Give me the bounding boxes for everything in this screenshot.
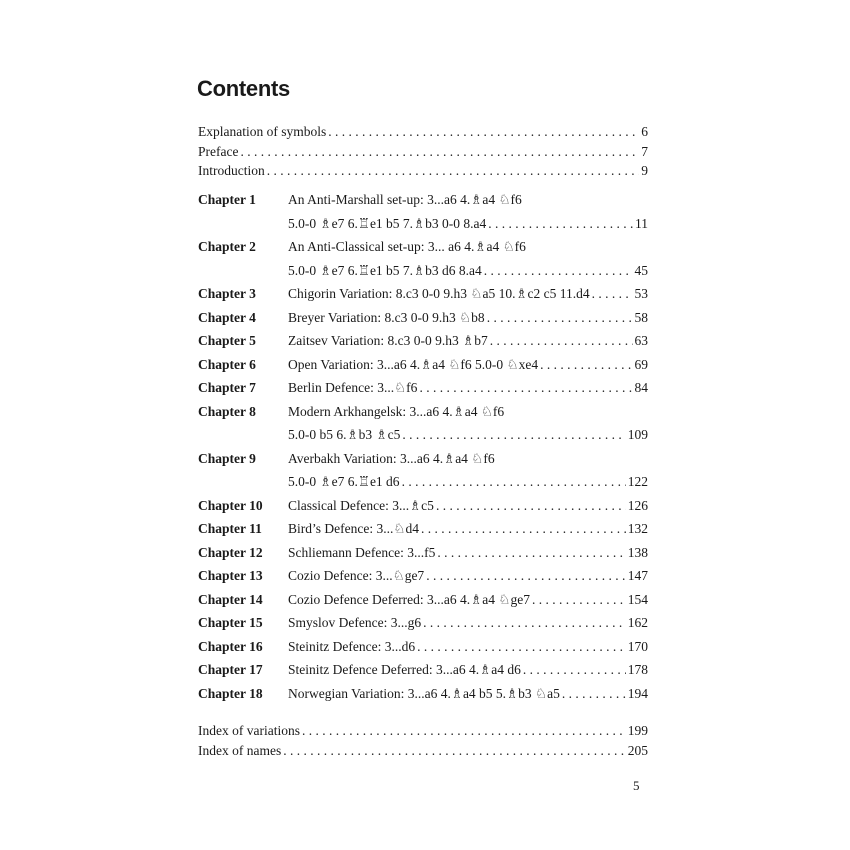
chapter-description	[288, 376, 648, 400]
leader-dots	[328, 122, 639, 142]
chapter-moves: Schliemann Defence: 3...f5	[288, 544, 436, 560]
leader-dots	[437, 541, 625, 565]
leader-dots	[488, 212, 633, 236]
chapter-moves: 5.0-0 b5 6.♗b3 ♗c5	[288, 427, 401, 442]
chapter-description	[288, 447, 648, 494]
chapter-number: Chapter 13	[198, 568, 263, 583]
chapter-page-line	[288, 423, 648, 447]
chapter-entry[interactable]	[198, 447, 648, 494]
chapter-description	[288, 353, 648, 377]
chapter-moves: Chigorin Variation: 8.c3 0-0 9.h3 ♘a5 10.♗c2 c5 11.d4	[288, 286, 590, 301]
chapter-moves: Classical Defence: 3...♗c5	[288, 497, 434, 513]
chapter-entry[interactable]	[198, 235, 648, 282]
chapter-description	[288, 588, 648, 612]
toc-entry-label: Explanation of symbols	[198, 124, 327, 139]
chapter-description	[288, 494, 648, 518]
chapter-page: 45	[634, 262, 648, 278]
chapter-description	[288, 306, 648, 330]
chapter-page: 132	[627, 521, 648, 536]
chapter-page-line	[288, 541, 648, 565]
page-title: Contents	[197, 76, 290, 101]
chapter-page: 11	[635, 215, 648, 231]
chapter-entry[interactable]	[198, 564, 648, 588]
leader-dots	[417, 635, 626, 659]
leader-dots	[302, 721, 626, 741]
chapter-description	[288, 658, 648, 682]
chapter-page-line	[288, 588, 648, 612]
chapter-entry[interactable]	[198, 282, 648, 306]
chapter-page-line	[288, 376, 648, 400]
toc-entry-index-of-names[interactable]	[198, 741, 648, 761]
chapter-moves: 5.0-0 ♗e7 6.♖e1 b5 7.♗b3 d6 8.a4	[288, 262, 482, 278]
chapter-page: 122	[627, 474, 648, 489]
toc-entry-label: Index of names	[198, 742, 282, 758]
chapter-page-line	[288, 517, 648, 541]
chapter-number: Chapter 17	[198, 662, 263, 677]
leader-dots	[540, 353, 632, 377]
chapter-page-line	[288, 682, 648, 706]
leader-dots	[419, 376, 632, 400]
toc-entry-index-of-variations[interactable]	[198, 721, 648, 741]
chapter-list	[198, 188, 648, 705]
chapter-title-line: An Anti-Marshall set-up: 3...a6 4.♗a4 ♘f6	[288, 192, 522, 207]
chapter-page-line	[288, 658, 648, 682]
chapter-page-line	[288, 329, 648, 353]
chapter-description	[288, 235, 648, 282]
page-number: 5	[633, 778, 640, 793]
chapter-description	[288, 188, 648, 235]
chapter-moves: Zaitsev Variation: 8.c3 0-0 9.h3 ♗b7	[288, 333, 488, 348]
toc-entry-page: 199	[627, 723, 648, 738]
chapter-moves: 5.0-0 ♗e7 6.♖e1 d6	[288, 474, 400, 489]
chapter-title-line: Modern Arkhangelsk: 3...a6 4.♗a4 ♘f6	[288, 403, 505, 419]
chapter-page-line	[288, 282, 648, 306]
chapter-moves: Steinitz Defence: 3...d6	[288, 638, 416, 654]
leader-dots	[402, 423, 625, 447]
leader-dots	[283, 741, 626, 761]
chapter-number: Chapter 16	[198, 638, 263, 654]
chapter-page-line	[288, 353, 648, 377]
toc-entry-introduction[interactable]	[198, 161, 648, 181]
chapter-page: 53	[634, 286, 648, 301]
chapter-number: Chapter 7	[198, 380, 256, 395]
chapter-moves: Bird’s Defence: 3...♘d4	[288, 521, 419, 536]
chapter-entry[interactable]	[198, 188, 648, 235]
chapter-page: 162	[627, 615, 648, 630]
chapter-description	[288, 517, 648, 541]
chapter-page: 138	[627, 544, 648, 560]
toc-entry-preface[interactable]	[198, 142, 648, 162]
chapter-number: Chapter 1	[198, 192, 256, 207]
chapter-entry[interactable]	[198, 611, 648, 635]
chapter-title-line: Averbakh Variation: 3...a6 4.♗a4 ♘f6	[288, 450, 495, 466]
chapter-description	[288, 635, 648, 659]
chapter-number: Chapter 2	[198, 239, 256, 254]
chapter-page: 84	[634, 380, 648, 395]
chapter-title-line: An Anti-Classical set-up: 3... a6 4.♗a4 ♘f6	[288, 239, 526, 254]
leader-dots	[490, 329, 633, 353]
chapter-page-line	[288, 259, 648, 283]
chapter-moves: 5.0-0 ♗e7 6.♖e1 b5 7.♗b3 0-0 8.a4	[288, 215, 487, 231]
chapter-moves: Cozio Defence Deferred: 3...a6 4.♗a4 ♘ge7	[288, 591, 530, 607]
chapter-entry[interactable]	[198, 517, 648, 541]
chapter-number: Chapter 10	[198, 497, 263, 513]
leader-dots	[592, 282, 633, 306]
chapter-number: Chapter 14	[198, 591, 263, 607]
chapter-page-line	[288, 470, 648, 494]
toc-entry-label: Preface	[198, 143, 239, 159]
leader-dots	[240, 142, 639, 162]
toc-entry-label: Index of variations	[198, 723, 300, 738]
chapter-entry[interactable]	[198, 376, 648, 400]
chapter-number: Chapter 8	[198, 403, 256, 419]
chapter-page: 69	[634, 356, 648, 372]
chapter-page: 58	[634, 309, 648, 325]
chapter-entry[interactable]	[198, 494, 648, 518]
chapter-page-line	[288, 494, 648, 518]
chapter-entry[interactable]	[198, 400, 648, 447]
chapter-description	[288, 282, 648, 306]
toc-entry-label: Introduction	[198, 163, 265, 178]
leader-dots	[436, 494, 626, 518]
chapter-entry[interactable]	[198, 682, 648, 706]
chapter-moves: Smyslov Defence: 3...g6	[288, 615, 422, 630]
toc-entry-page: 9	[641, 163, 648, 178]
chapter-number: Chapter 15	[198, 615, 263, 630]
chapter-page-line	[288, 635, 648, 659]
chapter-number: Chapter 6	[198, 356, 256, 372]
toc-entry-explanation-of-symbols[interactable]	[198, 122, 648, 142]
chapter-entry[interactable]	[198, 306, 648, 330]
chapter-moves: Berlin Defence: 3...♘f6	[288, 380, 418, 395]
leader-dots	[484, 259, 633, 283]
chapter-page: 109	[627, 427, 648, 442]
chapter-number: Chapter 11	[198, 521, 262, 536]
leader-dots	[402, 470, 626, 494]
leader-dots	[532, 588, 626, 612]
chapter-description	[288, 611, 648, 635]
chapter-entry[interactable]	[198, 541, 648, 565]
toc-entry-page: 6	[641, 124, 648, 139]
chapter-moves: Cozio Defence: 3...♘ge7	[288, 568, 425, 583]
leader-dots	[487, 306, 633, 330]
chapter-number: Chapter 9	[198, 450, 256, 466]
toc-entry-page: 7	[641, 143, 648, 159]
chapter-page-line	[288, 306, 648, 330]
chapter-entry[interactable]	[198, 329, 648, 353]
chapter-entry[interactable]	[198, 658, 648, 682]
toc-entry-page: 205	[627, 742, 648, 758]
chapter-page-line	[288, 212, 648, 236]
back-matter-list	[198, 721, 648, 760]
chapter-page: 194	[627, 685, 648, 701]
chapter-number: Chapter 4	[198, 309, 256, 325]
leader-dots	[426, 564, 626, 588]
chapter-number: Chapter 12	[198, 544, 263, 560]
leader-dots	[423, 611, 626, 635]
chapter-description	[288, 564, 648, 588]
chapter-entry[interactable]	[198, 353, 648, 377]
chapter-description	[288, 682, 648, 706]
chapter-page: 126	[627, 497, 648, 513]
chapter-page: 178	[627, 662, 648, 677]
chapter-page: 147	[627, 568, 648, 583]
chapter-description	[288, 541, 648, 565]
leader-dots	[267, 161, 640, 181]
chapter-moves: Steinitz Defence Deferred: 3...a6 4.♗a4 d6	[288, 662, 521, 677]
chapter-page: 170	[627, 638, 648, 654]
chapter-page: 154	[627, 591, 648, 607]
chapter-moves: Norwegian Variation: 3...a6 4.♗a4 b5 5.♗b3 ♘a5	[288, 685, 560, 701]
chapter-page-line	[288, 611, 648, 635]
chapter-moves: Breyer Variation: 8.c3 0-0 9.h3 ♘b8	[288, 309, 485, 325]
chapter-number: Chapter 3	[198, 286, 256, 301]
chapter-entry[interactable]	[198, 635, 648, 659]
chapter-page-line	[288, 564, 648, 588]
chapter-page: 63	[634, 333, 648, 348]
chapter-moves: Open Variation: 3...a6 4.♗a4 ♘f6 5.0-0 ♘xe4	[288, 356, 539, 372]
leader-dots	[562, 682, 626, 706]
leader-dots	[523, 658, 626, 682]
leader-dots	[421, 517, 626, 541]
chapter-description	[288, 400, 648, 447]
chapter-number: Chapter 18	[198, 685, 263, 701]
chapter-entry[interactable]	[198, 588, 648, 612]
chapter-description	[288, 329, 648, 353]
front-matter-list	[198, 122, 648, 181]
chapter-number: Chapter 5	[198, 333, 256, 348]
